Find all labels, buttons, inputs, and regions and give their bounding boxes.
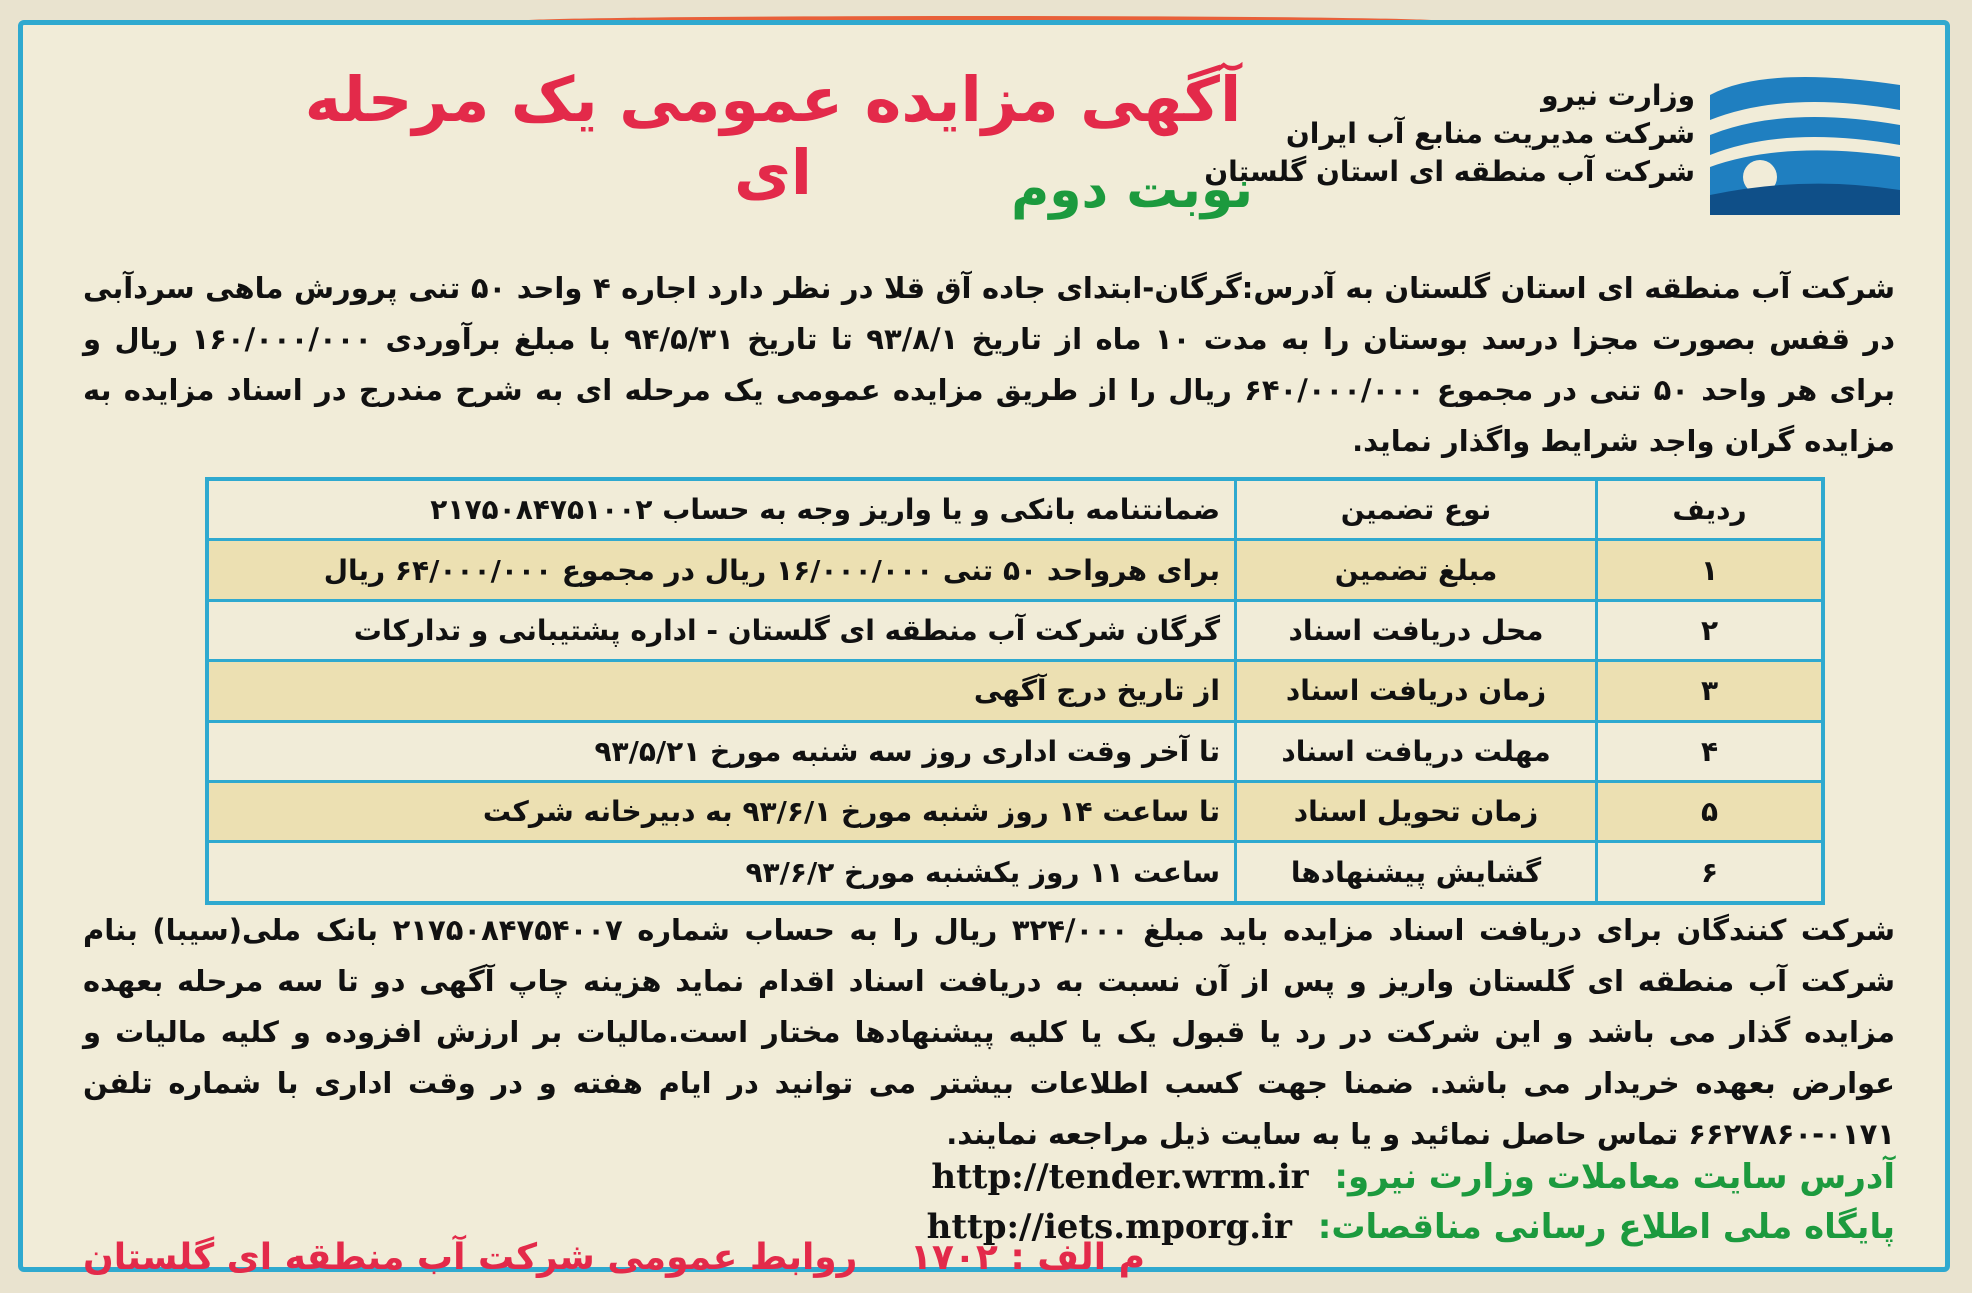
ministry-name: وزارت نیرو <box>1541 79 1695 112</box>
company-name: شرکت مدیریت منابع آب ایران <box>1285 116 1695 150</box>
row-value: تا ساعت ۱۴ روز شنبه مورخ ۹۳/۶/۱ به دبیرخانه شرکت <box>207 782 1236 842</box>
row-type: محل دریافت اسناد <box>1236 600 1597 660</box>
table-row <box>207 782 1823 842</box>
row-num: ۶ <box>1597 842 1824 903</box>
row-num: ۳ <box>1597 661 1824 721</box>
row-num: ۵ <box>1597 782 1824 842</box>
row-num: ۴ <box>1597 721 1824 781</box>
iets-site-link[interactable]: http://iets.mporg.ir <box>926 1207 1292 1247</box>
row-value: برای هرواحد ۵۰ تنی ۱۶/۰۰۰/۰۰۰ ریال در مجموع ۶۴/۰۰۰/۰۰۰ ریال <box>207 540 1236 600</box>
table-row <box>207 661 1823 721</box>
table-row <box>207 600 1823 660</box>
water-company-logo <box>1705 65 1905 215</box>
footer <box>83 1237 1145 1278</box>
notice-header <box>23 25 1945 255</box>
header-value: ضمانتنامه بانکی و یا واریز وجه به حساب ۲۱۷۵۰۸۴۷۵۱۰۰۲ <box>207 479 1236 540</box>
row-type: گشایش پیشنهادها <box>1236 842 1597 903</box>
ad-code: م الف : ۱۷۰۲ <box>909 1237 1145 1278</box>
table-row <box>207 721 1823 781</box>
notice-subtitle: نوبت دوم <box>1011 160 1253 220</box>
table-header-row <box>207 479 1823 540</box>
auction-details-table <box>205 477 1825 905</box>
table-row <box>207 842 1823 903</box>
row-type: مبلغ تضمین <box>1236 540 1597 600</box>
notice-frame <box>18 20 1950 1278</box>
row-type: مهلت دریافت اسناد <box>1236 721 1597 781</box>
row-value: ساعت ۱۱ روز یکشنبه مورخ ۹۳/۶/۲ <box>207 842 1236 903</box>
organization-block <box>1204 77 1695 190</box>
row-num: ۲ <box>1597 600 1824 660</box>
notice-title: آگهی مزایده عمومی یک مرحله ای <box>304 63 1242 209</box>
row-value: از تاریخ درج آگهی <box>207 661 1236 721</box>
table-row <box>207 540 1823 600</box>
tender-site-link[interactable]: http://tender.wrm.ir <box>931 1157 1309 1197</box>
header-type: نوع تضمین <box>1236 479 1597 540</box>
row-value: تا آخر وقت اداری روز سه شنبه مورخ ۹۳/۵/۲۱ <box>207 721 1236 781</box>
regional-company-name: شرکت آب منطقه ای استان گلستان <box>1204 154 1695 188</box>
intro-paragraph: شرکت آب منطقه ای استان گلستان به آدرس:گرگان-ابتدای جاده آق قلا در نظر دارد اجاره ۴ واحد ۵۰ تنی پرورش ماهی سردآبی در قفس بصورت مجزا درسد بوستان را به مدت ۱۰ ماه از تاریخ ۹۳/۸/۱ تا تاریخ ۹۴/۵/۳۱ با مبلغ برآوردی ۱۶۰/۰۰۰/۰۰۰ ریال و برای هر واحد ۵۰ تنی در مجموع ۶۴۰/۰۰۰/۰۰۰ ریال را از طریق مزایده عمومی یک مرحله ای به شرح مندرج در اسناد مزایده به مزایده گران واجد شرایط واگذار نماید. <box>83 271 1895 458</box>
header-num: ردیف <box>1597 479 1824 540</box>
public-relations-credit: روابط عمومی شرکت آب منطقه ای گلستان <box>83 1237 858 1278</box>
conditions-paragraph: شرکت کنندگان برای دریافت اسناد مزایده باید مبلغ ۳۲۴/۰۰۰ ریال را به حساب شماره ۲۱۷۵۰۸۴۷۵۴۰۰۷ بانک ملی(سیبا) بنام شرکت آب منطقه ای گلستان واریز و پس از آن نسبت به دریافت اسناد اقدام نماید هزینه چاپ آگهی دو تا سه مرحله بعهده مزایده گذار می باشد و این شرکت در رد یا قبول یک یا کلیه پیشنهادها مختار است.مالیات بر ارزش افزوده و کلیه مالیات و عوارض بعهده خریدار می باشد. ضمنا جهت کسب اطلاعات بیشتر می توانید در ایام هفته و در وقت اداری با شماره تلفن ۰۱۷۱-۶۶۲۷۸۶۰ تماس حاصل نمائید و یا به سایت ذیل مراجعه نمایند. <box>83 913 1895 1151</box>
row-type: زمان تحویل اسناد <box>1236 782 1597 842</box>
link-label: آدرس سایت معاملات وزارت نیرو: <box>1334 1157 1895 1197</box>
row-value: گرگان شرکت آب منطقه ای گلستان - اداره پشتیبانی و تدارکات <box>207 600 1236 660</box>
row-num: ۱ <box>1597 540 1824 600</box>
row-type: زمان دریافت اسناد <box>1236 661 1597 721</box>
link-label: پایگاه ملی اطلاع رسانی مناقصات: <box>1317 1207 1895 1247</box>
